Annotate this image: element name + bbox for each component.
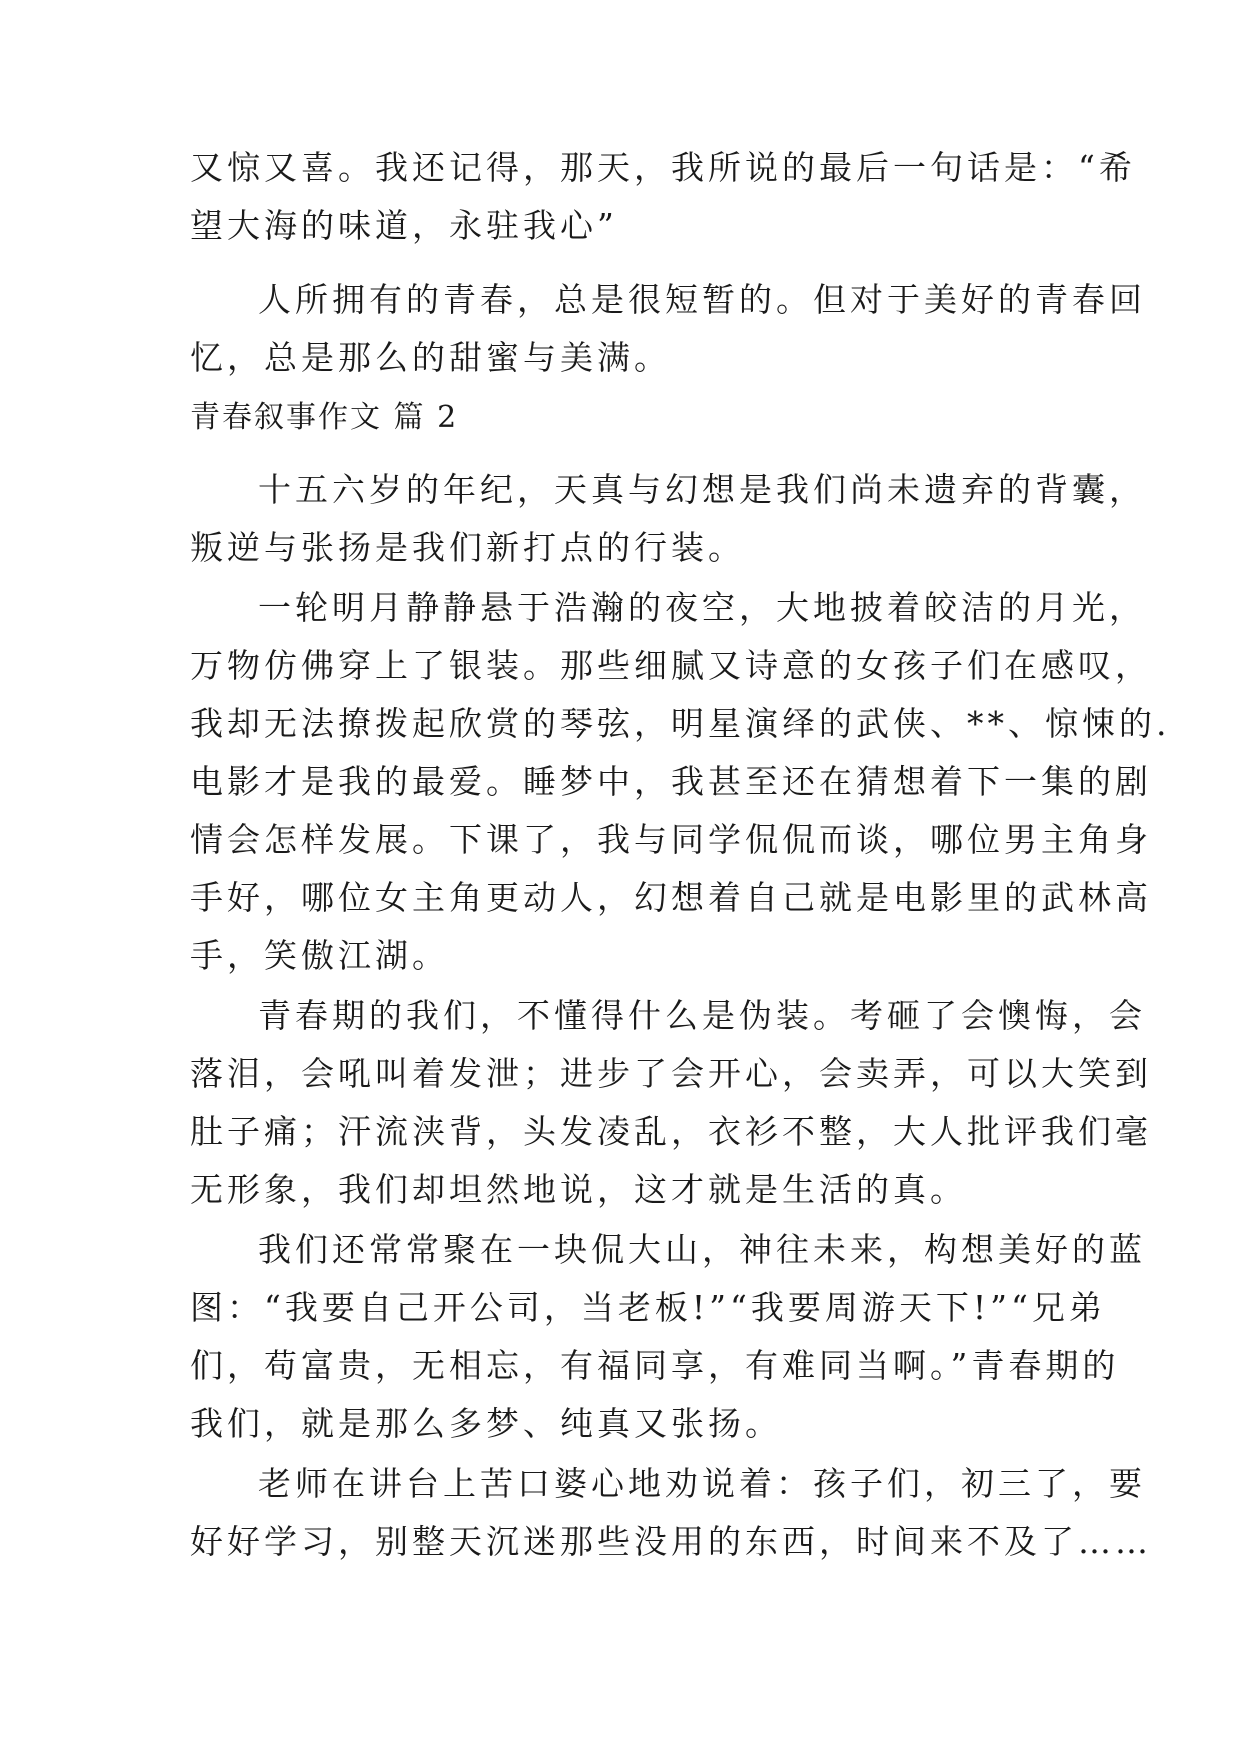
text-line: 我却无法撩拨起欣赏的琴弦，明星演绎的武侠、**、惊悚的.: [190, 704, 1171, 743]
text-line: 好好学习，别整天沉迷那些没用的东西，时间来不及了……: [190, 1522, 1152, 1561]
text-line: 忆，总是那么的甜蜜与美满。: [190, 338, 671, 377]
paragraph-start-line: 青春期的我们，不懂得什么是伪装。考砸了会懊悔，会: [258, 996, 1146, 1035]
text-line: 手好，哪位女主角更动人，幻想着自己就是电影里的武林高: [190, 878, 1152, 917]
paragraph-start-line: 老师在讲台上苦口婆心地劝说着：孩子们，初三了，要: [258, 1464, 1146, 1503]
text-line: 叛逆与张扬是我们新打点的行装。: [190, 528, 745, 567]
text-line: 我们，就是那么多梦、纯真又张扬。: [190, 1404, 782, 1443]
paragraph-start-line: 十五六岁的年纪，天真与幻想是我们尚未遗弃的背囊，: [258, 470, 1146, 509]
text-line: 情会怎样发展。下课了，我与同学侃侃而谈，哪位男主角身: [190, 820, 1152, 859]
paragraph-start-line: 一轮明月静静悬于浩瀚的夜空，大地披着皎洁的月光，: [258, 588, 1146, 627]
text-line: 电影才是我的最爱。睡梦中，我甚至还在猜想着下一集的剧: [190, 762, 1152, 801]
paragraph-start-line: 人所拥有的青春，总是很短暂的。但对于美好的青春回: [258, 280, 1146, 319]
text-line: 图：“我要自己开公司，当老板!”“我要周游天下!”“兄弟: [190, 1288, 1106, 1327]
text-line: 手，笑傲江湖。: [190, 936, 449, 975]
text-line: 落泪，会吼叫着发泄；进步了会开心，会卖弄，可以大笑到: [190, 1054, 1152, 1093]
text-line: 肚子痛；汗流浃背，头发凌乱，衣衫不整，大人批评我们毫: [190, 1112, 1152, 1151]
text-line: 望大海的味道，永驻我心”: [190, 206, 618, 245]
text-line: 又惊又喜。我还记得，那天，我所说的最后一句话是：“希: [190, 148, 1136, 187]
section-heading: 青春叙事作文 篇 2: [190, 400, 459, 435]
text-line: 万物仿佛穿上了银装。那些细腻又诗意的女孩子们在感叹，: [190, 646, 1152, 685]
paragraph-start-line: 我们还常常聚在一块侃大山，神往未来，构想美好的蓝: [258, 1230, 1146, 1269]
text-line: 无形象，我们却坦然地说，这才就是生活的真。: [190, 1170, 967, 1209]
text-line: 们，苟富贵，无相忘，有福同享，有难同当啊。”青春期的: [190, 1346, 1120, 1385]
